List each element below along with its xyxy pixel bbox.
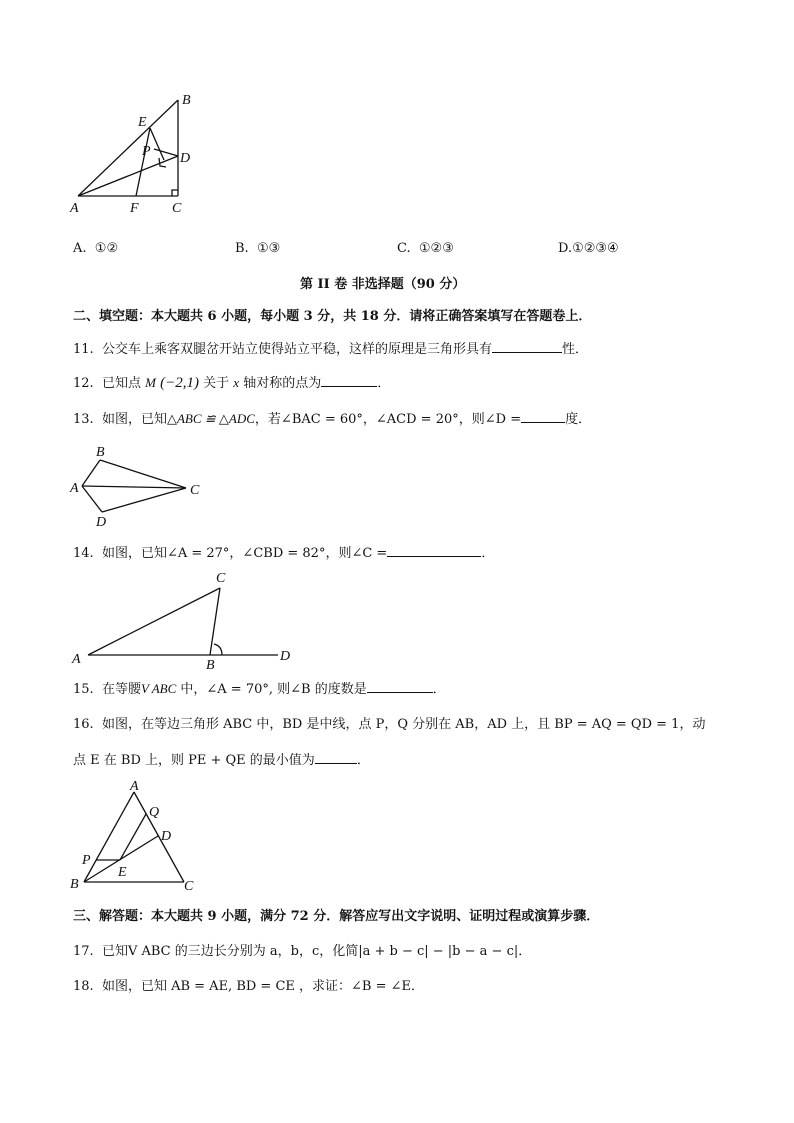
fig10-label-E: E bbox=[138, 115, 147, 130]
fig14-label-A: A bbox=[72, 652, 81, 667]
fig10-label-F: F bbox=[130, 201, 139, 216]
choice-a: A. ①② bbox=[73, 241, 119, 256]
fig14-label-D: D bbox=[280, 649, 291, 664]
figure-q13 bbox=[68, 440, 218, 532]
question-16-line2: 点 E 在 BD 上，则 PE + QE 的最小值为 ． bbox=[73, 753, 370, 768]
question-17: 17. 已知V ABC 的三边长分别为 a，b，c，化简|a + b − c| − |b − a − c|． bbox=[73, 944, 532, 959]
answer-blank-15 bbox=[367, 680, 433, 693]
answer-blank-12 bbox=[321, 374, 377, 387]
fig10-label-P: P bbox=[142, 144, 151, 159]
fig16-label-P: P bbox=[82, 853, 91, 868]
question-16-line1: 16. 如图，在等边三角形 ABC 中，BD 是中线，点 P，Q 分别在 AB，AD 上，且 BP = AQ = QD = 1，动 bbox=[73, 717, 706, 732]
question-15: 15. 在等腰V ABC 中，∠A = 70°, 则∠B 的度数是 ． bbox=[73, 681, 446, 697]
question-14: 14. 如图，已知∠A = 27°，∠CBD = 82°，则∠C = ． bbox=[73, 546, 495, 561]
fig10-label-B: B bbox=[182, 93, 191, 108]
figure-q16 bbox=[66, 778, 206, 896]
figure-q10 bbox=[60, 88, 210, 218]
section3-heading: 三、解答题：本大题共 9 小题，满分 72 分．解答应写出文字说明、证明过程或演算步骤． bbox=[73, 909, 600, 924]
fig10-label-D: D bbox=[180, 151, 191, 166]
fig13-label-D: D bbox=[96, 515, 107, 530]
part2-title: 第 II 卷 非选择题（90 分） bbox=[300, 277, 466, 292]
fig13-label-C: C bbox=[190, 483, 200, 498]
figure-q14 bbox=[68, 568, 308, 672]
answer-blank-13 bbox=[521, 410, 565, 423]
answer-blank-11 bbox=[492, 340, 562, 353]
fig16-label-B: B bbox=[70, 877, 79, 892]
answer-blank-16 bbox=[315, 751, 357, 764]
fig10-label-C: C bbox=[172, 201, 182, 216]
question-11: 11. 公交车上乘客双腿岔开站立使得站立平稳，这样的原理是三角形具有 性． bbox=[73, 342, 588, 357]
choice-b: B. ①③ bbox=[235, 241, 281, 256]
question-12: 12. 已知点 M (−2,1) 关于 x 轴对称的点为 ． bbox=[73, 375, 391, 391]
fig16-label-Q: Q bbox=[149, 805, 160, 820]
fig13-label-A: A bbox=[70, 481, 79, 496]
fig16-label-C: C bbox=[184, 879, 194, 894]
fig16-label-A: A bbox=[130, 779, 139, 794]
fig16-label-D: D bbox=[161, 829, 172, 844]
answer-blank-14 bbox=[387, 544, 481, 557]
question-13: 13. 如图，已知△ABC ≌ △ADC，若∠BAC = 60°，∠ACD = 20°，则∠D = 度． bbox=[73, 411, 592, 427]
fig14-label-C: C bbox=[216, 571, 226, 586]
fig16-label-E: E bbox=[118, 865, 127, 880]
section2-heading: 二、填空题：本大题共 6 小题，每小题 3 分，共 18 分．请将正确答案填写在答题卷上． bbox=[73, 309, 592, 324]
fig13-label-B: B bbox=[96, 445, 105, 460]
choice-d: D.①②③④ bbox=[558, 241, 619, 256]
fig14-label-B: B bbox=[206, 658, 215, 672]
choice-c: C. ①②③ bbox=[397, 241, 454, 256]
fig10-label-A: A bbox=[70, 201, 79, 216]
question-18: 18. 如图，已知 AB = AE, BD = CE ，求证：∠B = ∠E． bbox=[73, 979, 425, 994]
